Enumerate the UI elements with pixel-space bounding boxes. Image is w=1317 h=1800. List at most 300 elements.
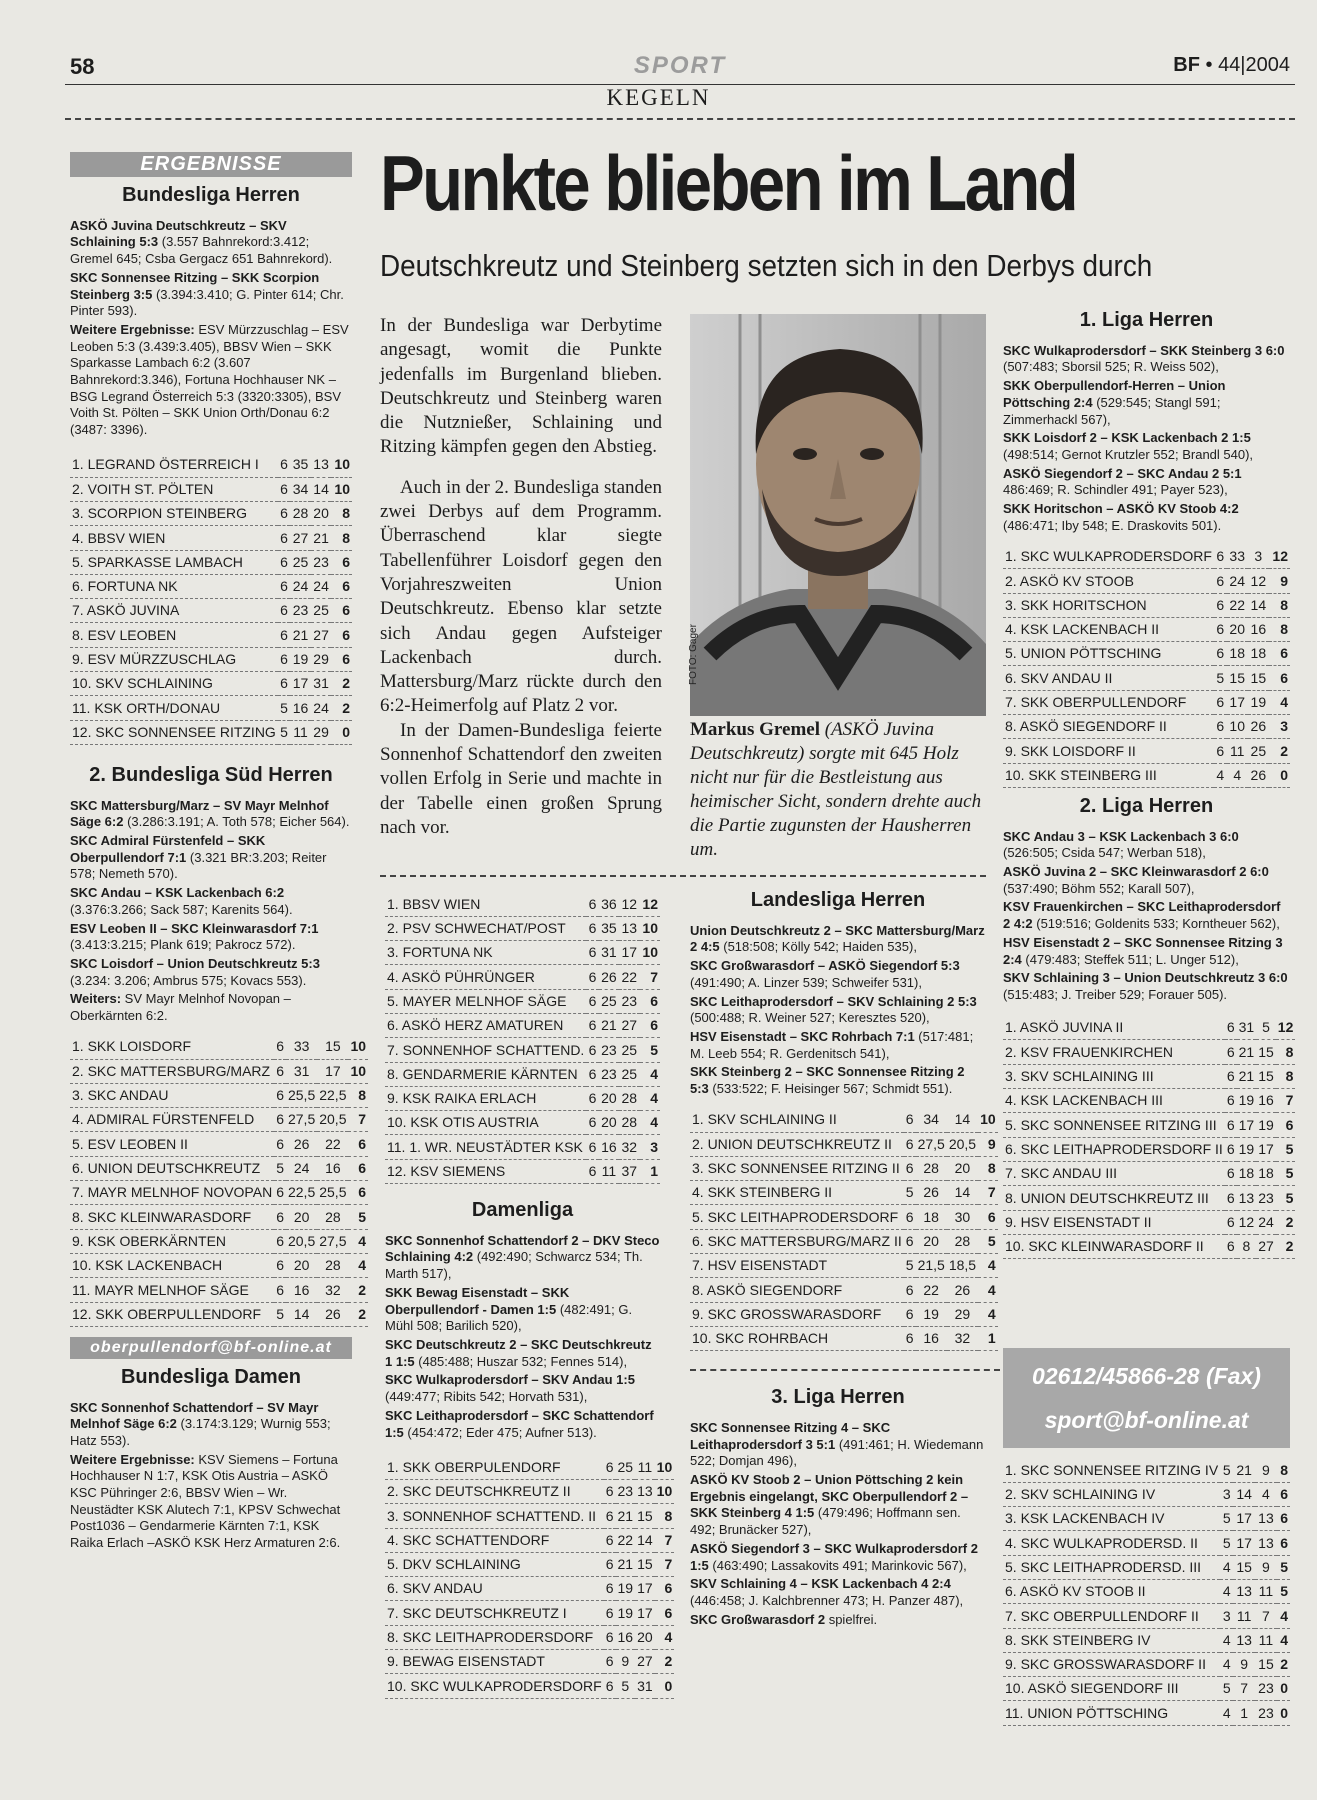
team-name: 10. KSK OTIS AUSTRIA (385, 1111, 586, 1135)
team-name: 12. SKK OBERPULLENDORF (70, 1302, 274, 1326)
result-details: (517:481; M. Leeb 554; R. Gerdenitsch 541), (690, 1028, 974, 1061)
result-details: (479:483; Steffek 511; L. Unger 512), (1021, 951, 1239, 967)
table-row (70, 477, 352, 501)
table-row (385, 1013, 660, 1037)
bundesliga-herren-title: Bundesliga Herren (122, 184, 300, 206)
games-played: 6 (1225, 1016, 1237, 1040)
result-details: 486:469; R. Schindler 491; Payer 523), (1003, 482, 1228, 498)
table-row (385, 916, 660, 940)
table-points: 5 (1276, 1186, 1296, 1210)
result-entry (1003, 935, 1290, 968)
table-row (385, 941, 660, 965)
result-match: SKK Loisdorf 2 – KSK Lackenbach 2 1:5 (1003, 430, 1251, 446)
page-header (65, 52, 1295, 82)
games-played: 6 (274, 1253, 286, 1277)
team-name: 4. BBSV WIEN (70, 526, 278, 550)
points-for: 17 (290, 672, 311, 696)
table-row (70, 599, 352, 623)
result-match: SKC Großwarasdorf – ASKÖ Siegendorf 5:3 (690, 958, 960, 974)
points-against: 19 (1256, 1113, 1276, 1137)
team-name: 8. SKC KLEINWARASDORF (70, 1205, 274, 1229)
points-against: 5 (1256, 1016, 1276, 1040)
games-played: 3 (1220, 1604, 1233, 1628)
table-points: 3 (640, 1135, 660, 1159)
points-against: 25 (619, 1062, 639, 1086)
result-entry (70, 798, 352, 831)
games-played: 6 (604, 1650, 616, 1674)
result-details: SV Mayr Melnhof Novopan – Oberkärnten 6:2. (70, 991, 291, 1024)
third-liga-table (1003, 1458, 1290, 1726)
result-entry (385, 1285, 660, 1335)
standings-table (1003, 1016, 1295, 1259)
result-entry (690, 1064, 986, 1097)
points-against: 16 (1256, 1089, 1276, 1113)
table-row (70, 1253, 368, 1277)
regional-email[interactable]: oberpullendorf@bf-online.at (70, 1337, 352, 1359)
section-title: SPORT (633, 52, 727, 79)
games-played: 6 (586, 1135, 598, 1159)
points-for: 34 (290, 477, 311, 501)
points-for: 17 (1233, 1531, 1255, 1555)
table-points: 6 (655, 1601, 675, 1625)
table-points: 7 (978, 1181, 998, 1205)
team-name: 11. 1. WR. NEUSTÄDTER KSK (385, 1135, 586, 1159)
table-row (70, 1059, 368, 1083)
games-played: 6 (1225, 1161, 1237, 1185)
article-paragraph: In der Damen-Bundesliga feierte Sonnenhof Schattendorf den zweiten vollen Erfolg in Serie und machte in der Tabelle einen großen Sprung nach vor. (380, 719, 662, 838)
result-entry (70, 270, 352, 320)
table-row (1003, 1040, 1295, 1064)
points-for: 13 (1233, 1628, 1255, 1652)
points-for: 26 (599, 965, 619, 989)
points-against: 20,5 (947, 1132, 978, 1156)
points-for: 31 (286, 1059, 317, 1083)
headline: Punkte blieben im Land (380, 139, 1077, 227)
issue-info (1173, 54, 1290, 77)
points-for: 20,5 (286, 1229, 317, 1253)
result-details: (491:461; H. Wiedemann 522; Domjan 496), (690, 1436, 984, 1469)
points-for: 22 (616, 1528, 636, 1552)
result-match: KSV Frauenkirchen – SKC Leithaprodersdorf 2 4:2 (1003, 899, 1281, 932)
table-points: 4 (1277, 1604, 1290, 1628)
games-played: 6 (274, 1205, 286, 1229)
games-played: 6 (1225, 1210, 1237, 1234)
standings-table (1003, 544, 1290, 787)
result-entry (1003, 378, 1290, 428)
team-name: 7. MAYR MELNHOF NOVOPAN (70, 1181, 274, 1205)
table-row (1003, 642, 1290, 666)
team-name: 3. SCORPION STEINBERG (70, 501, 278, 525)
caption-text: (ASKÖ Juvina Deutschkreutz) sorgte mit 645 Holz nicht nur für die Bestleistung aus heimischer Sicht, sondern drehte auch die Partie zugunsten der Hausherren um. (690, 719, 982, 860)
team-name: 6. SKC LEITHAPRODERSDORF II (1003, 1137, 1225, 1161)
points-against: 12 (1248, 569, 1269, 593)
points-against: 29 (311, 647, 332, 671)
team-name: 8. SKK STEINBERG IV (1003, 1628, 1220, 1652)
result-match: ASKÖ Juvina Deutschkreutz – SKV Schlaining 5:3 (70, 217, 287, 250)
table-points: 10 (348, 1035, 368, 1059)
points-against: 29 (947, 1302, 978, 1326)
points-for: 33 (1227, 544, 1248, 568)
table-points: 6 (640, 1013, 660, 1037)
article-divider (380, 875, 986, 877)
table-row (1003, 1064, 1295, 1088)
result-entry (1003, 501, 1290, 534)
points-for: 18 (1227, 642, 1248, 666)
standings-table (385, 892, 660, 1184)
points-for: 20 (916, 1229, 947, 1253)
team-name: 8. UNION DEUTSCHKREUTZ III (1003, 1186, 1225, 1210)
table-points: 10 (655, 1455, 675, 1479)
team-name: 10. SKV SCHLAINING (70, 672, 278, 696)
points-against: 26 (947, 1278, 978, 1302)
table-points: 8 (331, 501, 352, 525)
points-against: 22 (619, 965, 639, 989)
games-played: 6 (586, 1159, 598, 1183)
table-row (70, 623, 352, 647)
table-points: 0 (1277, 1701, 1290, 1725)
result-details: ESV Mürzzuschlag – ESV Leoben 5:3 (3.439:3.405), BBSV Wien – SKK Sparkasse Lambach 6:2 (3.607 Bahnrekord:3.346), Fortuna Hochhauser NK – BSG Legrand Österreich 5:3 (3320:3305), BSV Voith St. Pölten – SKK Union Orth/Donau 6:2 (3487: 3396). (70, 321, 349, 438)
points-against: 13 (311, 453, 332, 477)
result-details: (486:471; Iby 548; E. Draskovits 501). (1003, 517, 1222, 533)
team-name: 8. SKC LEITHAPRODERSDORF (385, 1625, 604, 1649)
games-played: 6 (586, 965, 598, 989)
points-against: 20 (947, 1156, 978, 1180)
first-liga-table (1003, 544, 1290, 787)
points-against: 17 (635, 1577, 655, 1601)
games-played: 6 (904, 1326, 916, 1350)
team-name: 8. GENDARMERIE KÄRNTEN (385, 1062, 586, 1086)
points-against: 17 (635, 1601, 655, 1625)
result-details: (526:505; Csida 547; Werban 518), (1003, 845, 1206, 861)
points-against: 24 (311, 574, 332, 598)
points-against: 11 (635, 1455, 655, 1479)
table-points: 6 (331, 599, 352, 623)
team-name: 2. VOITH ST. PÖLTEN (70, 477, 278, 501)
games-played: 6 (904, 1156, 916, 1180)
table-points: 10 (331, 453, 352, 477)
points-for: 13 (1233, 1579, 1255, 1603)
points-against: 25,5 (317, 1181, 348, 1205)
result-entry (70, 1400, 352, 1450)
table-row (690, 1156, 998, 1180)
table-row (70, 1083, 368, 1107)
player-photo (690, 314, 986, 716)
games-played: 6 (274, 1035, 286, 1059)
table-row (690, 1278, 998, 1302)
bundesliga-sued-results (70, 798, 352, 1025)
contact-email[interactable]: sport@bf-online.at (1044, 1407, 1249, 1433)
points-for: 11 (290, 720, 311, 744)
points-for: 19 (290, 647, 311, 671)
games-played: 5 (1220, 1677, 1233, 1701)
table-points: 1 (640, 1159, 660, 1183)
points-against: 13 (1255, 1531, 1277, 1555)
result-entry (385, 1408, 660, 1441)
table-row (385, 1135, 660, 1159)
result-match: HSV Eisenstadt – SKC Rohrbach 7:1 (690, 1028, 915, 1044)
points-against: 12 (619, 892, 639, 916)
team-name: 4. SKC SCHATTENDORF (385, 1528, 604, 1552)
games-played: 6 (274, 1059, 286, 1083)
table-points: 8 (1269, 617, 1290, 641)
landesliga-table (690, 1108, 996, 1351)
points-against: 24 (1256, 1210, 1276, 1234)
games-played: 6 (278, 574, 290, 598)
table-points: 0 (1277, 1677, 1290, 1701)
team-name: 5. ESV LEOBEN II (70, 1132, 274, 1156)
games-played: 6 (1225, 1040, 1237, 1064)
games-played: 6 (274, 1278, 286, 1302)
table-row (70, 672, 352, 696)
result-details: (507:483; Sborsil 525; R. Weiss 502), (1003, 359, 1219, 375)
damen-bundesliga-table (385, 892, 660, 1184)
games-played: 6 (278, 623, 290, 647)
result-details: (533:522; F. Heisinger 567; Schmidt 551). (708, 1081, 953, 1097)
points-for: 35 (599, 916, 619, 940)
result-details: (492:490; Schwarcz 534; Th. Marth 517), (385, 1249, 643, 1282)
points-for: 21 (1237, 1040, 1257, 1064)
points-for: 26 (286, 1132, 317, 1156)
points-against: 18,5 (947, 1254, 978, 1278)
table-row (1003, 1579, 1290, 1603)
second-liga-table (1003, 1016, 1294, 1259)
points-against: 27 (619, 1013, 639, 1037)
table-row (690, 1254, 998, 1278)
table-row (1003, 593, 1290, 617)
team-name: 5. DKV SCHLAINING (385, 1552, 604, 1576)
points-for: 25 (616, 1455, 636, 1479)
team-name: 6. SKC MATTERSBURG/MARZ II (690, 1229, 904, 1253)
table-points: 2 (1277, 1652, 1290, 1676)
points-against: 4 (1255, 1482, 1277, 1506)
result-match: SKC Admiral Fürstenfeld – SKK Oberpullendorf 7:1 (70, 833, 266, 865)
points-for: 21 (599, 1013, 619, 1037)
table-points: 6 (331, 647, 352, 671)
points-against: 26 (317, 1302, 348, 1326)
result-match: SKC Sonnensee Ritzing 4 – SKC Leithaprodersdorf 3 5:1 (690, 1419, 891, 1452)
points-against: 17 (619, 941, 639, 965)
result-details: (500:488; R. Weiner 527; Keresztes 520), (690, 1010, 930, 1026)
points-for: 35 (290, 453, 311, 477)
points-against: 13 (1255, 1507, 1277, 1531)
third-column (690, 889, 996, 1630)
result-entry (690, 1472, 986, 1539)
points-against: 27,5 (317, 1229, 348, 1253)
points-against: 18 (1248, 642, 1269, 666)
games-played: 6 (1225, 1234, 1237, 1258)
result-match: SKK Horitschon – ASKÖ KV Stoob 4:2 (1003, 501, 1239, 517)
team-name: 4. KSK LACKENBACH II (1003, 617, 1214, 641)
result-entry (385, 1372, 660, 1405)
points-against: 25 (1248, 739, 1269, 763)
games-played: 5 (904, 1181, 916, 1205)
table-points: 9 (1269, 569, 1290, 593)
result-match: HSV Eisenstadt 2 – SKC Sonnensee Ritzing 3 2:4 (1003, 934, 1283, 967)
points-against: 26 (1248, 715, 1269, 739)
team-name: 3. SONNENHOF SCHATTEND. II (385, 1504, 604, 1528)
games-played: 6 (278, 526, 290, 550)
table-points: 3 (1269, 715, 1290, 739)
result-details: (3.557 Bahnrekord:3.412; Gremel 645; Csba Gergacz 651 Bahnrekord). (70, 234, 333, 267)
points-for: 24 (1227, 569, 1248, 593)
table-row (1003, 763, 1290, 787)
points-for: 17 (1227, 690, 1248, 714)
table-points: 6 (1277, 1531, 1290, 1555)
team-name: 5. UNION PÖTTSCHING (1003, 642, 1214, 666)
result-match: SKK Oberpullendorf-Herren – Union Pöttsching 2:4 (1003, 378, 1226, 410)
team-name: 11. MAYR MELNHOF SÄGE (70, 1278, 274, 1302)
result-details: (482:491; G. Mühl 508; Barilich 520), (385, 1301, 633, 1334)
games-played: 6 (604, 1625, 616, 1649)
table-points: 10 (640, 916, 660, 940)
games-played: 6 (1214, 715, 1227, 739)
team-name: 6. UNION DEUTSCHKREUTZ (70, 1156, 274, 1180)
table-points: 4 (1269, 690, 1290, 714)
games-played: 4 (1220, 1652, 1233, 1676)
table-points: 8 (348, 1083, 368, 1107)
table-points: 4 (640, 1111, 660, 1135)
team-name: 1. SKV SCHLAINING II (690, 1108, 904, 1132)
games-played: 6 (586, 1038, 598, 1062)
table-row (385, 1455, 674, 1479)
points-against: 14 (1248, 593, 1269, 617)
table-row (385, 892, 660, 916)
table-row (70, 1229, 368, 1253)
games-played: 6 (1214, 690, 1227, 714)
table-points: 2 (1276, 1210, 1296, 1234)
table-row (1003, 617, 1290, 641)
games-played: 6 (586, 1086, 598, 1110)
games-played: 6 (1214, 593, 1227, 617)
team-name: 4. ADMIRAL FÜRSTENFELD (70, 1108, 274, 1132)
issue-prefix: BF (1173, 54, 1200, 76)
result-match: SKC Sonnenhof Schattendorf – SV Mayr Melnhof Säge 6:2 (70, 1399, 319, 1432)
table-points: 10 (978, 1108, 998, 1132)
points-for: 1 (1233, 1701, 1255, 1725)
result-entry (70, 921, 352, 954)
team-name: 7. SKC OBERPULLENDORF II (1003, 1604, 1220, 1628)
points-for: 21 (290, 623, 311, 647)
points-for: 31 (1237, 1016, 1257, 1040)
team-name: 9. ESV MÜRZZUSCHLAG (70, 647, 278, 671)
table-points: 5 (1276, 1161, 1296, 1185)
points-for: 23 (290, 599, 311, 623)
points-for: 26 (916, 1181, 947, 1205)
team-name: 8. ESV LEOBEN (70, 623, 278, 647)
result-match: SKV Schlaining 3 – Union Deutschkreutz 3 6:0 (1003, 970, 1288, 986)
team-name: 7. ASKÖ JUVINA (70, 599, 278, 623)
result-match: SKV Schlaining 4 – KSK Lackenbach 4 2:4 (690, 1576, 951, 1592)
result-details: (537:490; Böhm 552; Karall 507), (1003, 880, 1195, 896)
table-points: 6 (348, 1156, 368, 1180)
table-row (70, 1035, 368, 1059)
points-for: 33 (286, 1035, 317, 1059)
table-points: 6 (331, 574, 352, 598)
team-name: 2. UNION DEUTSCHKREUTZ II (690, 1132, 904, 1156)
result-match: SKC Großwarasdorf 2 (690, 1611, 826, 1627)
table-points: 2 (348, 1278, 368, 1302)
team-name: 3. SKK HORITSCHON (1003, 593, 1214, 617)
table-points: 7 (655, 1528, 675, 1552)
photo-caption (690, 718, 986, 862)
points-for: 20 (599, 1086, 619, 1110)
table-row (1003, 1186, 1295, 1210)
points-against: 19 (1248, 690, 1269, 714)
points-against: 15 (635, 1504, 655, 1528)
team-name: 7. SKK OBERPULLENDORF (1003, 690, 1214, 714)
table-points: 6 (1277, 1482, 1290, 1506)
table-row (1003, 1113, 1295, 1137)
table-points: 10 (640, 941, 660, 965)
table-row (70, 720, 352, 744)
team-name: 12. SKC SONNENSEE RITZING (70, 720, 278, 744)
first-liga-results (1003, 343, 1290, 535)
standings-table (690, 1108, 998, 1351)
result-entry (1003, 343, 1290, 376)
table-row (385, 1528, 674, 1552)
games-played: 6 (278, 453, 290, 477)
subheadline: Deutschkreutz und Steinberg setzten sich in den Derbys durch (380, 248, 1153, 283)
points-for: 21,5 (916, 1254, 947, 1278)
table-points: 12 (640, 892, 660, 916)
result-entry (1003, 899, 1290, 932)
table-points: 4 (978, 1278, 998, 1302)
points-for: 23 (599, 1062, 619, 1086)
team-name: 1. ASKÖ JUVINA II (1003, 1016, 1225, 1040)
points-for: 21 (616, 1504, 636, 1528)
result-details: (485:488; Huszar 532; Fennes 514), (414, 1353, 628, 1369)
table-row (70, 501, 352, 525)
points-against: 14 (947, 1181, 978, 1205)
games-played: 6 (274, 1181, 286, 1205)
table-points: 4 (348, 1229, 368, 1253)
points-for: 21 (1233, 1458, 1255, 1482)
table-row (690, 1302, 998, 1326)
team-name: 2. SKC MATTERSBURG/MARZ (70, 1059, 274, 1083)
team-name: 9. SKK LOISDORF II (1003, 739, 1214, 763)
result-entry (385, 1337, 660, 1370)
result-details: (498:514; Gernot Krutzler 552; Brandl 540), (1003, 446, 1254, 462)
table-points: 0 (1269, 763, 1290, 787)
games-played: 6 (604, 1674, 616, 1698)
table-row (70, 1132, 368, 1156)
result-entry (690, 958, 986, 991)
table-points: 9 (978, 1132, 998, 1156)
team-name: 3. SKV SCHLAINING III (1003, 1064, 1225, 1088)
table-points: 4 (348, 1253, 368, 1277)
table-points: 4 (655, 1625, 675, 1649)
points-for: 10 (1227, 715, 1248, 739)
points-against: 15 (635, 1552, 655, 1576)
table-row (70, 1278, 368, 1302)
table-row (1003, 1677, 1290, 1701)
points-against: 18 (1256, 1161, 1276, 1185)
right-column (1003, 309, 1294, 1259)
points-against: 14 (311, 477, 332, 501)
games-played: 6 (604, 1480, 616, 1504)
points-against: 13 (635, 1480, 655, 1504)
table-points: 5 (640, 1038, 660, 1062)
team-name: 7. HSV EISENSTADT (690, 1254, 904, 1278)
result-details: (479:496; Hoffmann sen. 492; Brunäcker 527), (690, 1505, 961, 1538)
games-played: 5 (904, 1254, 916, 1278)
team-name: 12. KSV SIEMENS (385, 1159, 586, 1183)
table-points: 7 (1276, 1089, 1296, 1113)
result-details: KSV Siemens – Fortuna Hochhauser N 1:7, KSK Otis Austria – ASKÖ KSC Pühringer 2:6, BBSV Wien – Wr. Neustädter KSK Alutech 7:1, KPSV Schwechat Post1036 – Gendarmerie Kärnten 7:1, KSK Raika Erlach –ASKÖ KSK Herz Armaturen 2:6. (70, 1451, 341, 1551)
team-name: 9. HSV EISENSTADT II (1003, 1210, 1225, 1234)
points-against: 22 (317, 1132, 348, 1156)
team-name: 9. KSK OBERKÄRNTEN (70, 1229, 274, 1253)
